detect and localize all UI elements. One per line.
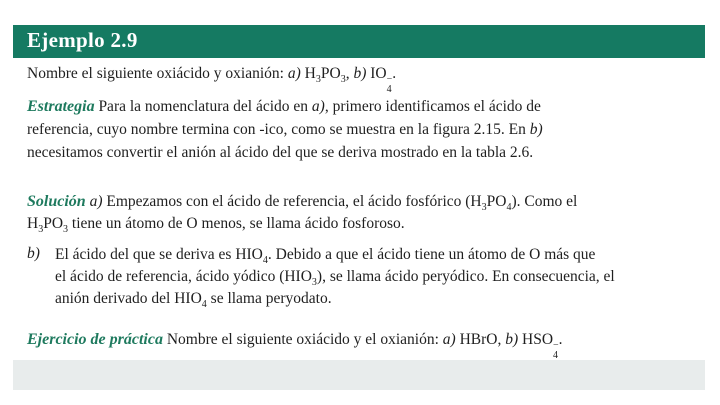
solution-b-line-1: El ácido del que se deriva es $HIO_4$. Debido a que el ácido tiene un átomo de O más que: [55, 246, 596, 267]
strategy-line-3: necesitamos convertir el anión al ácido del que se deriva mostrado en la tabla 2.6.: [27, 144, 534, 161]
strategy-line-2: referencia, cuyo nombre termina con -ico, como se muestra en la figura 2.15. En b): [27, 121, 543, 138]
solution-line-1: Solución a) Empezamos con el ácido de referencia, el ácido fosfórico $(H_3PO_4)$. Como el: [27, 193, 578, 214]
example-title: Ejemplo 2.9: [27, 28, 138, 52]
practice-line: Ejercicio de práctica Nombre el siguiente oxiácido y el oxianión: a) HBrO, b) HSO − 4 .: [27, 331, 563, 361]
solution-line-2: $H_3PO_3$ tiene un átomo de O menos, se llama ácido fosforoso.: [27, 215, 405, 236]
solution-label: Solución: [27, 193, 86, 210]
question: Nombre el siguiente oxiácido y oxianión: a) $H_3PO_3$, b) IO − 4 .: [27, 65, 397, 95]
example-header: [13, 25, 705, 58]
ion-charge: − 4: [386, 74, 393, 95]
strategy-line-1: Estrategia Para la nomenclatura del ácido en a), primero identificamos el ácido de: [27, 98, 541, 115]
ion-charge: − 4: [553, 340, 559, 361]
practice-label: Ejercicio de práctica: [27, 331, 163, 348]
solution-b-line-3: anión derivado del $HIO_4$ se llama peryodato.: [55, 290, 332, 311]
solution-b-label: b): [27, 245, 40, 262]
strategy-label: Estrategia: [27, 98, 95, 115]
bottom-strip: [13, 360, 705, 390]
solution-b-line-2: el ácido de referencia, ácido yódico $(HIO_3)$, se llama ácido peryódico. En consecuencia, el: [55, 268, 615, 289]
